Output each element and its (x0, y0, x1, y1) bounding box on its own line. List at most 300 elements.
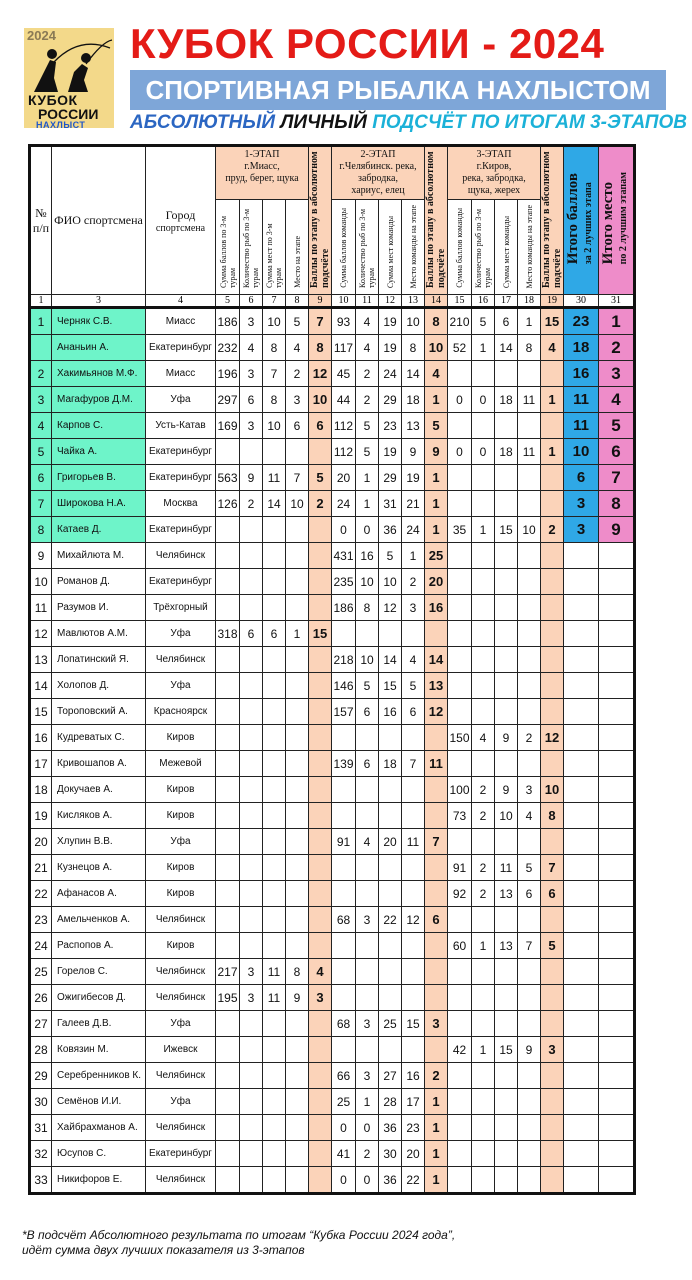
athlete-name: Разумов И. (52, 595, 146, 621)
stage-value: 20 (379, 829, 402, 855)
stage-value: 9 (495, 777, 518, 803)
stage-points: 3 (309, 985, 332, 1011)
stage-value: 25 (332, 1089, 356, 1115)
stage-value (332, 959, 356, 985)
stage-value: 3 (240, 308, 263, 335)
athlete-name: Горелов С. (52, 959, 146, 985)
row-number: 8 (30, 517, 52, 543)
stage-value: 25 (379, 1011, 402, 1037)
stage-value (286, 1089, 309, 1115)
table-row (30, 413, 635, 439)
athlete-city: Киров (146, 933, 216, 959)
stage-value: 9 (286, 985, 309, 1011)
total-points: 3 (564, 517, 599, 543)
row-number: 5 (30, 439, 52, 465)
stage-value: 21 (402, 491, 425, 517)
stage-value: 9 (240, 465, 263, 491)
stage-value (356, 621, 379, 647)
table-row (30, 621, 635, 647)
total-points (564, 907, 599, 933)
total-points (564, 1089, 599, 1115)
table-row (30, 595, 635, 621)
stage-points: 10 (425, 335, 448, 361)
row-number: 6 (30, 465, 52, 491)
stage-value (495, 959, 518, 985)
stage-value (518, 621, 541, 647)
stage-value: 41 (332, 1141, 356, 1167)
stage-value (448, 1011, 472, 1037)
stage-value (356, 985, 379, 1011)
stage-value: 1 (472, 517, 495, 543)
table-row (30, 933, 635, 959)
stage-value: 8 (263, 387, 286, 413)
stage-points: 5 (541, 933, 564, 959)
stage-value (518, 569, 541, 595)
athlete-city: Киров (146, 855, 216, 881)
total-place (599, 595, 635, 621)
athlete-name: Михайлюта М. (52, 543, 146, 569)
athlete-city: Екатеринбург (146, 439, 216, 465)
stage-value (448, 491, 472, 517)
stage-value: 431 (332, 543, 356, 569)
stage-value (240, 855, 263, 881)
stage-value: 8 (356, 595, 379, 621)
stage-value (495, 829, 518, 855)
total-points: 23 (564, 308, 599, 335)
stage-points: 3 (425, 1011, 448, 1037)
stage-points (541, 543, 564, 569)
stage-value (472, 1089, 495, 1115)
col-number: 19 (541, 295, 564, 308)
stage-points (309, 517, 332, 543)
total-points (564, 985, 599, 1011)
stage-points (541, 1011, 564, 1037)
stage-value (263, 1167, 286, 1194)
stage-points (541, 673, 564, 699)
stage-points (541, 465, 564, 491)
stage-value: 8 (286, 959, 309, 985)
stage-points (541, 413, 564, 439)
stage-value: 5 (356, 413, 379, 439)
stage-value (402, 881, 425, 907)
row-number: 13 (30, 647, 52, 673)
stage-value: 10 (263, 308, 286, 335)
col-header-s1-places: Сумма мест по 3-м турам (263, 200, 286, 295)
stage-value (216, 777, 240, 803)
stage-value: 6 (402, 699, 425, 725)
row-number: 15 (30, 699, 52, 725)
athlete-name: Докучаев А. (52, 777, 146, 803)
stage-value (216, 543, 240, 569)
stage-value: 19 (379, 335, 402, 361)
fisherman-icon (24, 38, 114, 94)
stage-value (332, 803, 356, 829)
stage-value (379, 985, 402, 1011)
athlete-city: Челябинск (146, 907, 216, 933)
stage-value: 6 (518, 881, 541, 907)
stage-value (448, 465, 472, 491)
row-number: 31 (30, 1115, 52, 1141)
stage-value (518, 829, 541, 855)
athlete-city: Челябинск (146, 647, 216, 673)
col-header-s3-place: Место команды на этапе (518, 200, 541, 295)
row-number: 18 (30, 777, 52, 803)
total-place (599, 569, 635, 595)
col-header-s3-pts: Баллы по этапу в абсолютном подсчёте (541, 146, 564, 295)
stage-value (263, 751, 286, 777)
stage-points (425, 725, 448, 751)
total-place (599, 621, 635, 647)
stage-value (216, 439, 240, 465)
stage-value (240, 777, 263, 803)
athlete-name: Серебренников К. (52, 1063, 146, 1089)
stage-value: 11 (263, 465, 286, 491)
row-number: 11 (30, 595, 52, 621)
stage-value (286, 569, 309, 595)
table-row (30, 543, 635, 569)
stage-value (518, 673, 541, 699)
col-header-s1-sum: Сумма баллов по 3-м турам (216, 200, 240, 295)
stage-value: 30 (379, 1141, 402, 1167)
stage-value (240, 1063, 263, 1089)
stage-value (495, 1167, 518, 1194)
total-points: 16 (564, 361, 599, 387)
stage-value: 1 (356, 1089, 379, 1115)
stage-value (286, 803, 309, 829)
total-points (564, 933, 599, 959)
stage-points: 5 (309, 465, 332, 491)
stage-value (286, 673, 309, 699)
logo-line-2: РОССИИ (38, 106, 99, 122)
stage-value (263, 699, 286, 725)
stage-value (263, 829, 286, 855)
stage-value (472, 465, 495, 491)
stage-value (472, 751, 495, 777)
stage-value: 19 (379, 439, 402, 465)
stage-value (448, 1063, 472, 1089)
logo-line-1: КУБОК (28, 92, 78, 108)
row-number: 20 (30, 829, 52, 855)
stage-points: 1 (425, 491, 448, 517)
stage-value (263, 543, 286, 569)
athlete-name: Хайбрахманов А. (52, 1115, 146, 1141)
table-row (30, 361, 635, 387)
stage-value (448, 673, 472, 699)
table-row (30, 725, 635, 751)
stage-points: 2 (425, 1063, 448, 1089)
total-place (599, 751, 635, 777)
stage-value: 45 (332, 361, 356, 387)
total-points (564, 777, 599, 803)
row-number: 33 (30, 1167, 52, 1194)
athlete-name: Ананьин А. (52, 335, 146, 361)
stage-value: 14 (263, 491, 286, 517)
stage-value: 36 (379, 517, 402, 543)
stage-value: 2 (518, 725, 541, 751)
stage-value (472, 829, 495, 855)
stage-points: 1 (541, 387, 564, 413)
stage-value: 4 (356, 829, 379, 855)
stage-value (263, 1089, 286, 1115)
row-number: 3 (30, 387, 52, 413)
stage-value (263, 725, 286, 751)
stage-value (472, 413, 495, 439)
col-number: 6 (240, 295, 263, 308)
stage-value (356, 777, 379, 803)
stage-value (495, 595, 518, 621)
stage-value (286, 777, 309, 803)
stage-value: 232 (216, 335, 240, 361)
stage-value (472, 985, 495, 1011)
stage-value: 4 (286, 335, 309, 361)
stage-value (495, 1141, 518, 1167)
stage-value: 11 (495, 855, 518, 881)
stage-value (240, 933, 263, 959)
page-subtitle: СПОРТИВНАЯ РЫБАЛКА НАХЛЫСТОМ (130, 70, 666, 110)
stage-value (286, 907, 309, 933)
stage-value (240, 569, 263, 595)
stage-value: 563 (216, 465, 240, 491)
stage-value: 7 (286, 465, 309, 491)
stage-value: 18 (495, 387, 518, 413)
stage-points (309, 803, 332, 829)
stage-value (495, 699, 518, 725)
row-number: 21 (30, 855, 52, 881)
athlete-city: Уфа (146, 387, 216, 413)
tagline-part-3: ПОДСЧЁТ ПО ИТОГАМ 3-ЭТАПОВ (372, 112, 687, 133)
stage-points (309, 1011, 332, 1037)
total-points (564, 699, 599, 725)
stage-value (518, 1167, 541, 1194)
stage-value (402, 985, 425, 1011)
stage-value (240, 1011, 263, 1037)
stage-value (286, 881, 309, 907)
stage-value (263, 907, 286, 933)
stage-value (286, 1167, 309, 1194)
stage-value: 91 (332, 829, 356, 855)
stage-value (240, 699, 263, 725)
stage-value: 31 (379, 491, 402, 517)
col-number: 7 (263, 295, 286, 308)
col-header-total-place: Итого место по 2 лучшим этапам (599, 146, 635, 295)
athlete-name: Кривошапов А. (52, 751, 146, 777)
athlete-name: Черняк С.В. (52, 308, 146, 335)
stage-points (425, 777, 448, 803)
col-header-no: № п/п (30, 146, 52, 295)
stage-value (472, 595, 495, 621)
stage-value: 6 (356, 751, 379, 777)
stage-value (286, 1063, 309, 1089)
stage-value (240, 595, 263, 621)
athlete-city: Екатеринбург (146, 335, 216, 361)
stage-value (263, 1011, 286, 1037)
athlete-city: Уфа (146, 621, 216, 647)
stage-value: 196 (216, 361, 240, 387)
athlete-city: Красноярск (146, 699, 216, 725)
stage-value (472, 1167, 495, 1194)
stage-value: 28 (379, 1089, 402, 1115)
stage-value: 117 (332, 335, 356, 361)
stage-value (263, 517, 286, 543)
total-points (564, 595, 599, 621)
stage-value: 11 (263, 959, 286, 985)
stage-value (216, 647, 240, 673)
athlete-city: Челябинск (146, 985, 216, 1011)
column-number-row (30, 295, 635, 308)
stage-value (518, 491, 541, 517)
footnote (22, 1228, 682, 1258)
stage-points (309, 595, 332, 621)
stage-value (240, 829, 263, 855)
athlete-city: Москва (146, 491, 216, 517)
stage-value: 11 (402, 829, 425, 855)
athlete-name: Широкова Н.А. (52, 491, 146, 517)
athlete-city: Киров (146, 881, 216, 907)
athlete-name: Никифоров Е. (52, 1167, 146, 1194)
stage-value: 11 (263, 985, 286, 1011)
athlete-name: Ожигибесов Д. (52, 985, 146, 1011)
stage-value (518, 1011, 541, 1037)
stage-value: 235 (332, 569, 356, 595)
stage-value (472, 907, 495, 933)
stage-points: 12 (425, 699, 448, 725)
stage-value: 68 (332, 1011, 356, 1037)
total-points: 3 (564, 491, 599, 517)
stage-value (448, 829, 472, 855)
stage-value (240, 673, 263, 699)
stage-points (309, 751, 332, 777)
stage-value (356, 725, 379, 751)
col-header-city: Город спортсмена (146, 146, 216, 295)
stage-points: 4 (541, 335, 564, 361)
athlete-city: Ижевск (146, 1037, 216, 1063)
col-number: 11 (356, 295, 379, 308)
col-header-s2-pts: Баллы по этапу в абсолютном подсчёте (425, 146, 448, 295)
col-header-s2-places: Сумма мест команды (379, 200, 402, 295)
athlete-city: Киров (146, 777, 216, 803)
stage-value (379, 933, 402, 959)
stage-value (472, 543, 495, 569)
athlete-name: Карпов С. (52, 413, 146, 439)
total-place (599, 1011, 635, 1037)
stage-points: 1 (541, 439, 564, 465)
total-points (564, 1063, 599, 1089)
table-row (30, 985, 635, 1011)
table-row (30, 569, 635, 595)
total-place (599, 1167, 635, 1194)
stage-value (379, 1037, 402, 1063)
stage-value: 318 (216, 621, 240, 647)
stage-value: 6 (263, 621, 286, 647)
stage-value: 23 (402, 1115, 425, 1141)
row-number: 14 (30, 673, 52, 699)
athlete-name: Семёнов И.И. (52, 1089, 146, 1115)
col-header-s3-sum: Сумма баллов команды (448, 200, 472, 295)
stage-value (286, 725, 309, 751)
stage-value (379, 777, 402, 803)
athlete-city: Екатеринбург (146, 465, 216, 491)
stage-value (495, 1011, 518, 1037)
total-place: 6 (599, 439, 635, 465)
table-row (30, 491, 635, 517)
stage-points (541, 1063, 564, 1089)
stage-value (518, 907, 541, 933)
athlete-city: Уфа (146, 1089, 216, 1115)
col-number: 15 (448, 295, 472, 308)
stage-value: 20 (332, 465, 356, 491)
row-number: 22 (30, 881, 52, 907)
page-title: КУБОК РОССИИ - 2024 (130, 20, 605, 67)
stage-value (402, 725, 425, 751)
results-table (28, 144, 636, 1195)
stage-value: 3 (240, 985, 263, 1011)
table-row (30, 308, 635, 335)
stage-value: 18 (402, 387, 425, 413)
stage-points (541, 907, 564, 933)
stage-value: 6 (240, 621, 263, 647)
col-header-s2-fish: Количество рыб по 3-м турам (356, 200, 379, 295)
athlete-name: Хлупин В.В. (52, 829, 146, 855)
stage-points: 3 (541, 1037, 564, 1063)
stage-value: 6 (286, 413, 309, 439)
stage-points (541, 569, 564, 595)
stage-value: 139 (332, 751, 356, 777)
stage-value: 11 (518, 387, 541, 413)
stage-value: 14 (379, 647, 402, 673)
athlete-city: Челябинск (146, 1063, 216, 1089)
total-place: 9 (599, 517, 635, 543)
stage-value (379, 959, 402, 985)
stage-value: 3 (518, 777, 541, 803)
col-number: 31 (599, 295, 635, 308)
stage-value (495, 1089, 518, 1115)
stage-value: 66 (332, 1063, 356, 1089)
row-number: 26 (30, 985, 52, 1011)
total-points: 11 (564, 413, 599, 439)
stage-value: 3 (356, 1011, 379, 1037)
stage-value: 36 (379, 1115, 402, 1141)
athlete-city: Усть-Катав (146, 413, 216, 439)
total-place (599, 1141, 635, 1167)
stage-value (263, 803, 286, 829)
stage-value (286, 647, 309, 673)
total-points: 11 (564, 387, 599, 413)
athlete-name: Галеев Д.В. (52, 1011, 146, 1037)
row-number: 16 (30, 725, 52, 751)
total-points (564, 569, 599, 595)
stage-value: 7 (518, 933, 541, 959)
stage-value: 0 (472, 387, 495, 413)
total-place: 4 (599, 387, 635, 413)
stage-points: 8 (309, 335, 332, 361)
total-place: 2 (599, 335, 635, 361)
stage-points: 8 (541, 803, 564, 829)
stage-value: 2 (472, 777, 495, 803)
stage-value: 7 (263, 361, 286, 387)
total-place (599, 1063, 635, 1089)
stage-points (309, 855, 332, 881)
logo-line-3: НАХЛЫСТ (36, 120, 86, 130)
stage-points: 14 (425, 647, 448, 673)
stage-value (216, 1167, 240, 1194)
total-place (599, 959, 635, 985)
stage-value (495, 413, 518, 439)
total-points (564, 1141, 599, 1167)
stage-value (448, 1089, 472, 1115)
stage-points: 6 (309, 413, 332, 439)
col-header-s3-places: Сумма мест команды (495, 200, 518, 295)
row-number: 12 (30, 621, 52, 647)
